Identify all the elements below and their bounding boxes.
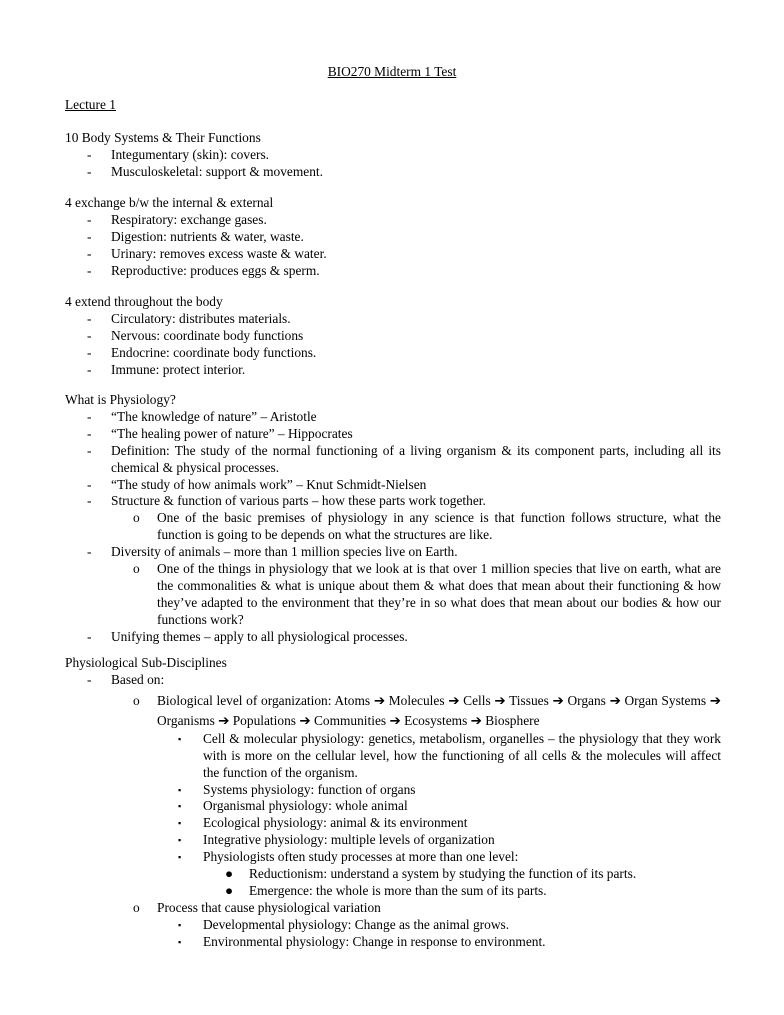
list-item: - Musculoskeletal: support & movement. — [87, 163, 323, 179]
square-marker: ▪ — [178, 801, 182, 812]
level: Biosphere — [485, 712, 540, 728]
sub-list-item: o One of the things in physiology that we look at is that over 1 million species that live on earth, what are the commonalities & what is unique about them & what does that mean about their functioning & how they’ve adapted to the environment that they’re in so what does that mean about our bodies & how our functions work? — [133, 561, 721, 627]
list-item: - Unifying themes – apply to all physiological processes. — [87, 628, 408, 644]
process-item: ▪ Developmental physiology: Change as the animal grows. — [178, 916, 510, 932]
section-heading: What is Physiology? — [65, 392, 176, 407]
dash-marker: - — [87, 628, 92, 644]
arrow-right-icon: ➔ — [709, 692, 722, 708]
list-item: - “The study of how animals work” – Knut Schmidt-Nielsen — [87, 476, 427, 492]
dash-marker: - — [87, 327, 92, 343]
dash-marker: - — [87, 425, 92, 441]
square-marker: ▪ — [178, 919, 182, 930]
level: Atoms — [334, 692, 371, 708]
dash-marker: - — [87, 344, 92, 360]
list-item: - Based on: — [87, 671, 165, 687]
section-heading: 4 exchange b/w the internal & external — [65, 195, 274, 210]
dash-marker: - — [87, 544, 92, 560]
level: Organ Systems — [624, 692, 707, 708]
sub-list-item: o Process that cause physiological variation — [133, 899, 381, 915]
arrow-right-icon: ➔ — [299, 712, 311, 728]
level: Organisms — [157, 712, 215, 728]
level-item: ▪ Physiologists often study processes at more than one level: — [178, 849, 519, 865]
levels-intro: Biological level of organization: — [157, 692, 332, 708]
section-heading: 4 extend throughout the body — [65, 294, 223, 309]
level-item: ▪ Organismal physiology: whole animal — [178, 798, 408, 814]
arrow-right-icon: ➔ — [448, 692, 460, 708]
square-marker: ▪ — [178, 733, 182, 744]
circle-marker: o — [133, 692, 140, 708]
level: Populations — [232, 712, 296, 728]
dash-marker: - — [87, 408, 92, 424]
level-item: ▪ Integrative physiology: multiple levels of organization — [178, 832, 495, 848]
list-item: - Nervous: coordinate body functions — [87, 327, 304, 343]
dash-marker: - — [87, 146, 92, 162]
circle-marker: o — [133, 899, 140, 915]
dash-marker: - — [87, 442, 92, 458]
section-body-systems — [65, 130, 721, 181]
level-item: ▪ Cell & molecular physiology: genetics, metabolism, organelles – the physiology that they work with is more on the cellular level, how the functioning of all cells & the molecules will affect the function of the organism. — [178, 730, 721, 780]
section-what-is-physiology — [65, 392, 721, 646]
level-sub-item: ● Reductionism: understand a system by studying the function of its parts. — [225, 866, 637, 882]
list-item: - Endocrine: coordinate body functions. — [87, 344, 317, 360]
bullet-marker: ● — [225, 882, 234, 898]
circle-marker: o — [133, 510, 140, 526]
level: Ecosystems — [404, 712, 468, 728]
level: Communities — [313, 712, 387, 728]
square-marker: ▪ — [178, 835, 182, 846]
dash-marker: - — [87, 211, 92, 227]
list-item: - Definition: The study of the normal functioning of a living organism & its component parts, including all its chemical & physical processes. — [87, 442, 721, 475]
section-exchange — [65, 195, 721, 280]
sub-list-item: o One of the basic premises of physiology in any science is that function follows structure, what the function is going to be depends on what the structures are like. — [133, 510, 721, 543]
level-sub-item: ● Emergence: the whole is more than the sum of its parts. — [225, 882, 547, 898]
levels-of-organization — [65, 689, 721, 731]
page-title: BIO270 Midterm 1 Test — [327, 64, 457, 79]
dash-marker: - — [87, 671, 92, 687]
list-item: - Diversity of animals – more than 1 million species live on Earth. — [87, 544, 458, 560]
process-item: ▪ Environmental physiology: Change in response to environment. — [178, 933, 546, 949]
arrow-right-icon: ➔ — [218, 712, 230, 728]
arrow-right-icon: ➔ — [609, 692, 621, 708]
section-heading: Physiological Sub-Disciplines — [65, 655, 227, 670]
level: Molecules — [388, 692, 445, 708]
square-marker: ▪ — [178, 936, 182, 947]
list-item: - “The knowledge of nature” – Aristotle — [87, 408, 317, 424]
square-marker: ▪ — [178, 784, 182, 795]
list-item: - Integumentary (skin): covers. — [87, 146, 270, 162]
square-marker: ▪ — [178, 818, 182, 829]
level: Tissues — [509, 692, 549, 708]
square-marker: ▪ — [178, 852, 182, 863]
arrow-right-icon: ➔ — [552, 692, 564, 708]
section-heading: 10 Body Systems & Their Functions — [65, 130, 261, 145]
level: Cells — [463, 692, 491, 708]
level: Organs — [567, 692, 606, 708]
dash-marker: - — [87, 361, 92, 377]
list-item: - Immune: protect interior. — [87, 361, 246, 377]
level-item: ▪ Systems physiology: function of organs — [178, 781, 416, 797]
dash-marker: - — [87, 493, 92, 509]
dash-marker: - — [87, 476, 92, 492]
list-item: - Respiratory: exchange gases. — [87, 211, 267, 227]
dash-marker: - — [87, 245, 92, 261]
arrow-right-icon: ➔ — [389, 712, 401, 728]
circle-marker: o — [133, 561, 140, 577]
section-sub-disciplines — [65, 655, 721, 951]
lecture-heading: Lecture 1 — [65, 97, 116, 112]
dash-marker: - — [87, 163, 92, 179]
arrow-right-icon: ➔ — [470, 712, 482, 728]
dash-marker: - — [87, 228, 92, 244]
dash-marker: - — [87, 262, 92, 278]
arrow-right-icon: ➔ — [494, 692, 506, 708]
list-item: - Circulatory: distributes materials. — [87, 310, 291, 326]
list-item: - Urinary: removes excess waste & water. — [87, 245, 327, 261]
bullet-marker: ● — [225, 866, 234, 882]
level-item: ▪ Ecological physiology: animal & its environment — [178, 815, 468, 831]
list-item: - Reproductive: produces eggs & sperm. — [87, 262, 320, 278]
section-throughout-body — [65, 294, 721, 379]
arrow-right-icon: ➔ — [373, 692, 386, 708]
list-item: - Structure & function of various parts – how these parts work together. — [87, 493, 486, 509]
list-item: - “The healing power of nature” – Hippocrates — [87, 425, 353, 441]
list-item: - Digestion: nutrients & water, waste. — [87, 228, 304, 244]
dash-marker: - — [87, 310, 92, 326]
